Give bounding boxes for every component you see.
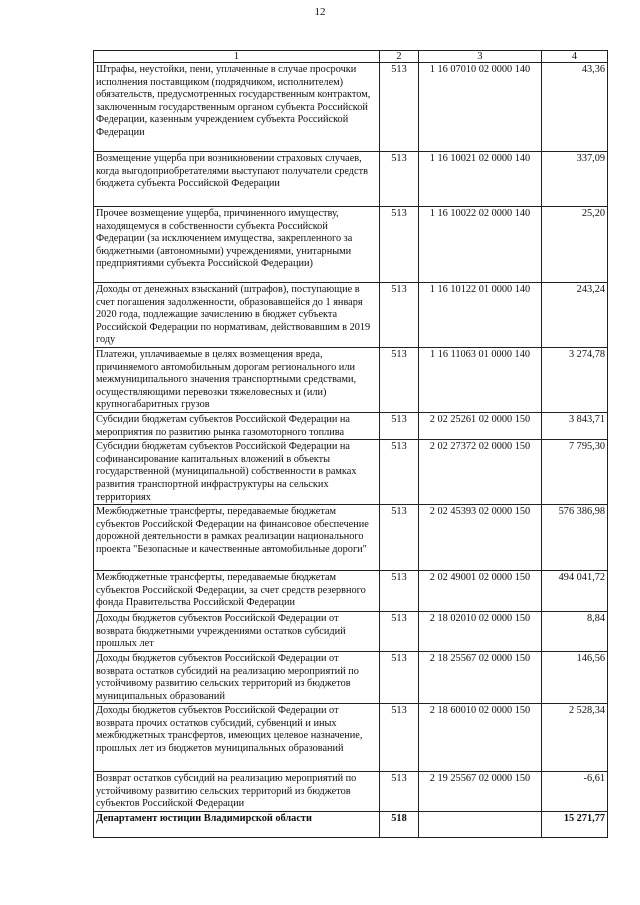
row-admin-code: 513 — [380, 612, 419, 652]
row-amount: 8,84 — [542, 612, 608, 652]
row-amount: -6,61 — [542, 772, 608, 812]
row-budget-code: 1 16 11063 01 0000 140 — [419, 348, 542, 413]
table-row — [94, 348, 608, 413]
row-name: Доходы от денежных взысканий (штрафов), поступающие в счет погашения задолженности, образовавшейся до 1 января 2020 года, подлежащие зачислению в бюджет субъекта Российской Федерации по нормативам, действовавшим в 2019 году — [94, 283, 380, 348]
row-budget-code: 2 19 25567 02 0000 150 — [419, 772, 542, 812]
row-amount: 146,56 — [542, 651, 608, 703]
row-admin-code: 513 — [380, 704, 419, 772]
row-budget-code: 2 18 60010 02 0000 150 — [419, 704, 542, 772]
table-row — [94, 505, 608, 571]
row-budget-code: 1 16 10022 02 0000 140 — [419, 207, 542, 283]
row-budget-code: 2 18 25567 02 0000 150 — [419, 651, 542, 703]
row-amount: 494 041,72 — [542, 571, 608, 612]
row-amount: 243,24 — [542, 283, 608, 348]
row-amount: 3 274,78 — [542, 348, 608, 413]
row-admin-code: 513 — [380, 207, 419, 283]
row-name: Прочее возмещение ущерба, причиненного имуществу, находящемуся в собственности субъекта Российской Федерации (за исключением имущества, закрепленного за бюджетными (автономными) учреждениями, унитарными предприятиями субъекта Российской Федерации) — [94, 207, 380, 283]
row-admin-code: 513 — [380, 651, 419, 703]
row-budget-code: 1 16 10122 01 0000 140 — [419, 283, 542, 348]
table-row — [94, 704, 608, 772]
column-header-name: 1 — [94, 51, 380, 63]
total-row — [94, 812, 608, 838]
budget-income-table — [93, 50, 608, 838]
table-row — [94, 440, 608, 505]
column-header-code: 3 — [419, 51, 542, 63]
row-budget-code: 2 02 49001 02 0000 150 — [419, 571, 542, 612]
row-name: Доходы бюджетов субъектов Российской Федерации от возврата остатков субсидий на реализацию мероприятий по устойчивому развитию сельских территорий из бюджетов муниципальных образований — [94, 651, 380, 703]
page-number: 12 — [314, 6, 326, 18]
table-row — [94, 63, 608, 152]
table-row — [94, 152, 608, 207]
row-admin-code: 513 — [380, 152, 419, 207]
row-admin-code: 513 — [380, 505, 419, 571]
column-header-amount: 4 — [542, 51, 608, 63]
total-name: Департамент юстиции Владимирской области — [94, 812, 380, 838]
row-budget-code: 2 02 27372 02 0000 150 — [419, 440, 542, 505]
table-row — [94, 412, 608, 439]
row-admin-code: 513 — [380, 63, 419, 152]
table-row — [94, 283, 608, 348]
row-name: Доходы бюджетов субъектов Российской Федерации от возврата бюджетными учреждениями остатков субсидий прошлых лет — [94, 612, 380, 652]
row-budget-code: 1 16 07010 02 0000 140 — [419, 63, 542, 152]
row-name: Субсидии бюджетам субъектов Российской Федерации на мероприятия по развитию рынка газомоторного топлива — [94, 412, 380, 439]
row-amount: 576 386,98 — [542, 505, 608, 571]
row-name: Межбюджетные трансферты, передаваемые бюджетам субъектов Российской Федерации, за счет средств резервного фонда Правительства Российской Федерации — [94, 571, 380, 612]
row-amount: 7 795,30 — [542, 440, 608, 505]
row-admin-code: 513 — [380, 571, 419, 612]
table-row — [94, 207, 608, 283]
row-name: Межбюджетные трансферты, передаваемые бюджетам субъектов Российской Федерации на финансовое обеспечение дорожной деятельности в рамках реализации национального проекта "Безопасные и качественные автомобильные дороги" — [94, 505, 380, 571]
row-admin-code: 513 — [380, 772, 419, 812]
row-name: Доходы бюджетов субъектов Российской Федерации от возврата прочих остатков субсидий, субвенций и иных межбюджетных трансфертов, имеющих целевое назначение, прошлых лет из бюджетов муниципальных образований — [94, 704, 380, 772]
row-amount: 25,20 — [542, 207, 608, 283]
total-budget-code — [419, 812, 542, 838]
row-admin-code: 513 — [380, 412, 419, 439]
row-name: Возмещение ущерба при возникновении страховых случаев, когда выгодоприобретателями выступают получатели средств бюджета субъекта Российской Федерации — [94, 152, 380, 207]
total-amount: 15 271,77 — [542, 812, 608, 838]
row-admin-code: 513 — [380, 440, 419, 505]
row-name: Возврат остатков субсидий на реализацию мероприятий по устойчивому развитию сельских территорий из бюджетов субъектов Российской Федерации — [94, 772, 380, 812]
table-row — [94, 651, 608, 703]
row-name: Платежи, уплачиваемые в целях возмещения вреда, причиняемого автомобильным дорогам регионального или межмуниципального значения транспортными средствами, осуществляющими перевозки тяжеловесных и (или) крупногабаритных грузов — [94, 348, 380, 413]
total-admin-code: 518 — [380, 812, 419, 838]
row-amount: 3 843,71 — [542, 412, 608, 439]
row-amount: 337,09 — [542, 152, 608, 207]
row-name: Субсидии бюджетам субъектов Российской Федерации на софинансирование капитальных вложений в объекты государственной (муниципальной) собственности в рамках развития транспортной инфраструктуры на сельских территориях — [94, 440, 380, 505]
row-budget-code: 1 16 10021 02 0000 140 — [419, 152, 542, 207]
row-budget-code: 2 02 45393 02 0000 150 — [419, 505, 542, 571]
row-amount: 43,36 — [542, 63, 608, 152]
row-budget-code: 2 02 25261 02 0000 150 — [419, 412, 542, 439]
row-admin-code: 513 — [380, 283, 419, 348]
row-budget-code: 2 18 02010 02 0000 150 — [419, 612, 542, 652]
row-amount: 2 528,34 — [542, 704, 608, 772]
table-row — [94, 772, 608, 812]
table-header-row — [94, 51, 608, 63]
row-name: Штрафы, неустойки, пени, уплаченные в случае просрочки исполнения поставщиком (подрядчиком, исполнителем) обязательств, предусмотренных государственным контрактом, заключенным государственным органом субъекта Российской Федерации, казенным учреждением субъекта Российской Федерации — [94, 63, 380, 152]
column-header-admin: 2 — [380, 51, 419, 63]
row-admin-code: 513 — [380, 348, 419, 413]
table-row — [94, 571, 608, 612]
table-row — [94, 612, 608, 652]
